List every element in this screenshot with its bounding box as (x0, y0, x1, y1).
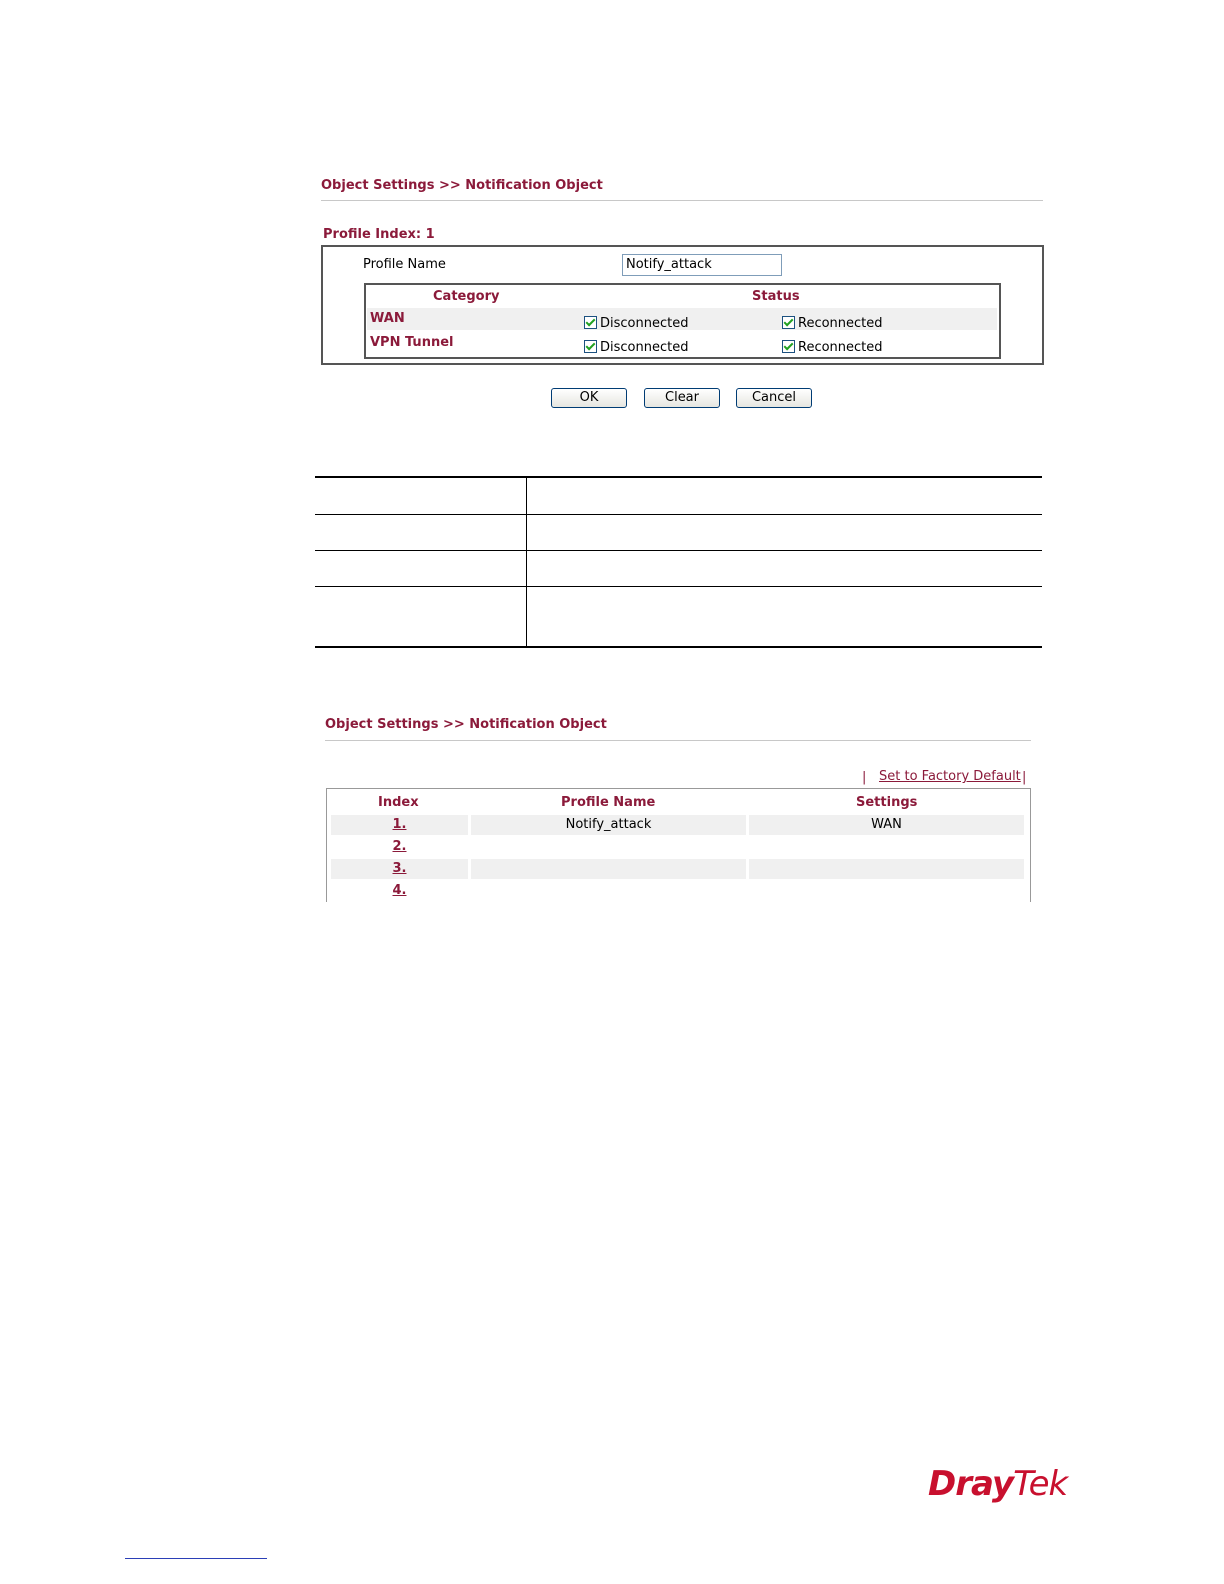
breadcrumb: Object Settings >> Notification Object (321, 178, 603, 193)
wan-disconnected-option[interactable] (584, 312, 688, 331)
vpn-reconnected-checkbox[interactable] (782, 340, 795, 353)
table-row (331, 859, 468, 879)
vpn-disconnected-option[interactable] (584, 336, 688, 355)
separator: | (862, 770, 867, 785)
breadcrumb: Object Settings >> Notification Object (325, 717, 607, 732)
index-link-1[interactable]: 1. (392, 817, 407, 832)
profile-name-cell (471, 859, 746, 879)
table-row (331, 881, 468, 901)
category-vpn-tunnel: VPN Tunnel (370, 335, 454, 350)
footer-rule (125, 1558, 267, 1559)
profile-name-input[interactable]: Notify_attack (622, 254, 782, 276)
header-category: Category (433, 289, 500, 304)
checkbox-label: Reconnected (798, 316, 883, 331)
index-link-4[interactable]: 4. (392, 883, 407, 898)
profile-name-cell: Notify_attack (471, 815, 746, 835)
index-link-2[interactable]: 2. (392, 839, 407, 854)
checkbox-label: Reconnected (798, 340, 883, 355)
clear-button[interactable]: Clear (644, 388, 720, 408)
wan-reconnected-option[interactable] (782, 312, 883, 331)
header-status: Status (752, 289, 800, 304)
vpn-reconnected-option[interactable] (782, 336, 883, 355)
profile-index-label: Profile Index: 1 (323, 227, 435, 242)
divider (325, 740, 1031, 741)
draytek-logo: DrayTek (928, 1464, 1068, 1504)
table-rule (315, 646, 1042, 648)
checkbox-label: Disconnected (600, 316, 689, 331)
wan-disconnected-checkbox[interactable] (584, 316, 597, 329)
table-column-rule (526, 477, 527, 647)
table-row (331, 837, 468, 857)
cancel-button[interactable]: Cancel (736, 388, 812, 408)
settings-cell (749, 859, 1024, 879)
table-rule (315, 550, 1042, 551)
vpn-disconnected-checkbox[interactable] (584, 340, 597, 353)
ok-button[interactable]: OK (551, 388, 627, 408)
table-rule (315, 476, 1042, 478)
separator: | (1022, 770, 1027, 785)
header-index: Index (378, 795, 419, 810)
index-link-3[interactable]: 3. (392, 861, 407, 876)
divider (321, 200, 1043, 201)
settings-cell: WAN (749, 815, 1024, 835)
table-row (331, 815, 468, 835)
category-wan: WAN (370, 311, 405, 326)
wan-reconnected-checkbox[interactable] (782, 316, 795, 329)
checkbox-label: Disconnected (600, 340, 689, 355)
header-settings: Settings (856, 795, 918, 810)
table-rule (315, 586, 1042, 587)
set-factory-default-link[interactable]: Set to Factory Default (879, 769, 1021, 784)
header-profile-name: Profile Name (561, 795, 656, 810)
table-rule (315, 514, 1042, 515)
profile-name-label: Profile Name (363, 257, 446, 272)
